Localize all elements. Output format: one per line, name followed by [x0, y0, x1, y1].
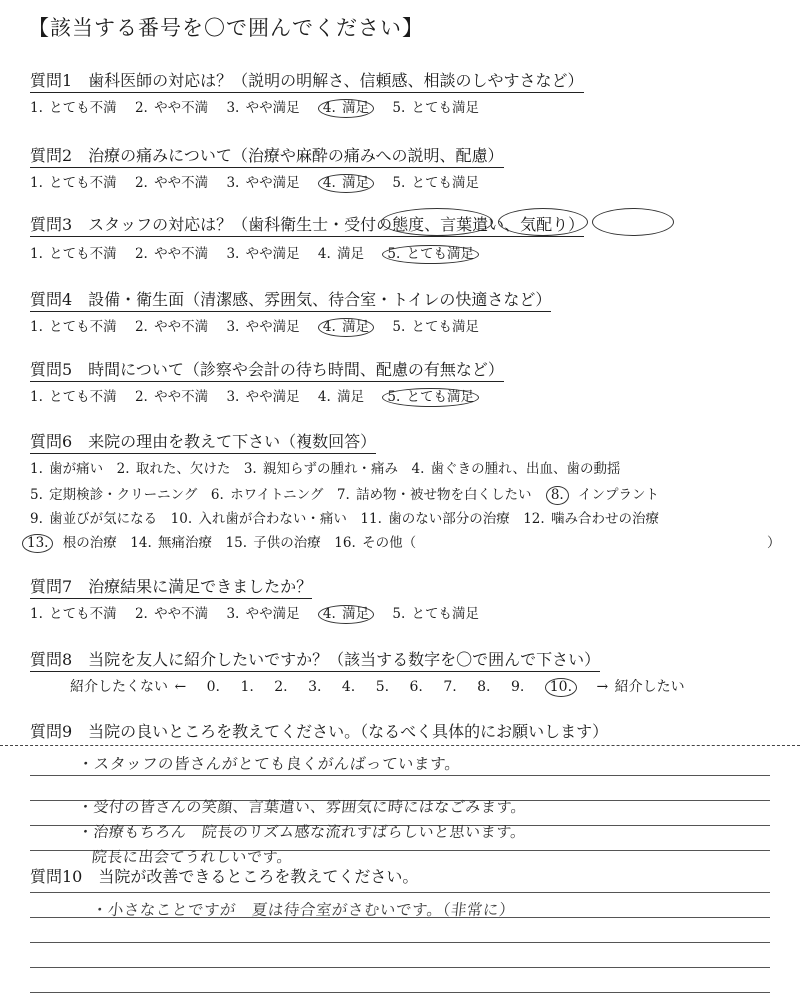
question-3-options: [30, 242, 491, 264]
answer-line: [30, 775, 770, 776]
option-3[interactable]: 3. やや満足: [226, 100, 300, 116]
option-8-selected[interactable]: 8.: [546, 486, 569, 505]
option-2[interactable]: 2. やや不満: [134, 389, 209, 405]
question-4-heading: 質問4 設備・衛生面（清潔感、雰囲気、待合室・トイレの快適さなど）: [30, 287, 551, 312]
question-5-options: [30, 385, 491, 407]
option-2[interactable]: 2. やや不満: [134, 246, 209, 262]
question-6-options-5-7[interactable]: 5. 定期検診・クリーニング 6. ホワイトニング 7. 詰め物・被せ物を白くしたい: [30, 487, 532, 503]
option-1[interactable]: 1. とても不満: [30, 319, 117, 335]
option-13-selected[interactable]: 13.: [22, 534, 53, 553]
handwritten-circle-mark: [498, 208, 588, 236]
option-1[interactable]: 1. とても不満: [30, 100, 117, 116]
option-2[interactable]: 2. やや不満: [134, 175, 209, 191]
scale-value[interactable]: 3.: [308, 679, 322, 695]
scale-value[interactable]: 7.: [443, 679, 457, 695]
handwritten-circle-mark: [381, 208, 493, 236]
option-8-label[interactable]: インプラント: [578, 487, 660, 503]
option-5[interactable]: 5. とても満足: [392, 319, 480, 335]
scale-value[interactable]: 0.: [206, 679, 220, 695]
option-3[interactable]: 3. やや満足: [226, 389, 300, 405]
answer-line: [30, 992, 770, 993]
handwritten-answer-line[interactable]: ・受付の皆さんの笑顔、言葉遣い、雰囲気に時にはなごみます。: [77, 798, 528, 816]
scale-value[interactable]: 6.: [409, 679, 423, 695]
option-4[interactable]: 4. 満足: [317, 246, 365, 262]
option-5[interactable]: 5. とても満足: [392, 606, 480, 622]
option-3[interactable]: 3. やや満足: [226, 606, 300, 622]
scale-value[interactable]: 9.: [510, 679, 525, 695]
scale-value[interactable]: 8.: [477, 679, 491, 695]
question-1-options: [30, 96, 491, 118]
question-2-options: [30, 171, 491, 193]
option-4-selected[interactable]: 4. 満足: [318, 605, 374, 624]
option-3[interactable]: 3. やや満足: [226, 175, 300, 191]
answer-line: [30, 942, 770, 943]
question-6-options-13-16[interactable]: 根の治療 14. 無痛治療 15. 子供の治療 16. その他（ ）: [62, 535, 781, 551]
option-5-selected[interactable]: 5. とても満足: [382, 245, 479, 264]
divider: [0, 745, 800, 746]
question-6-row-2: [30, 483, 659, 505]
option-4-selected[interactable]: 4. 満足: [318, 174, 374, 193]
handwritten-circle-mark: [592, 208, 674, 236]
question-5-heading: 質問5 時間について（診察や会計の待ち時間、配慮の有無など）: [30, 357, 504, 382]
option-1[interactable]: 1. とても不満: [30, 606, 117, 622]
option-3[interactable]: 3. やや満足: [226, 246, 300, 262]
question-3-heading: 質問3 スタッフの対応は？（歯科衛生士・受付の態度、言葉遣い、気配り）: [30, 212, 584, 237]
scale-value[interactable]: 5.: [375, 679, 390, 695]
scale-left-label: 紹介したくない ←: [70, 679, 187, 695]
option-2[interactable]: 2. やや不満: [134, 606, 209, 622]
option-2[interactable]: 2. やや不満: [134, 100, 209, 116]
question-4-options: [30, 315, 491, 337]
option-1[interactable]: 1. とても不満: [30, 389, 117, 405]
answer-line: [30, 967, 770, 968]
question-2-heading: 質問2 治療の痛みについて（治療や麻酔の痛みへの説明、配慮）: [30, 143, 504, 168]
question-6-row-1[interactable]: 1. 歯が痛い 2. 取れた、欠けた 3. 親知らずの腫れ・痛み 4. 歯ぐきの腫れ、出血、歯の動揺: [30, 461, 621, 477]
handwritten-answer-line[interactable]: ・小さなことですが 夏は待合室がさむいです。（非常に）: [90, 901, 516, 919]
scale-right-label: → 紹介したい: [596, 679, 685, 695]
option-4-selected[interactable]: 4. 満足: [318, 99, 374, 118]
question-1-heading: 質問1 歯科医師の対応は？（説明の明解さ、信頼感、相談のしやすさなど）: [30, 68, 584, 93]
option-4[interactable]: 4. 満足: [317, 389, 365, 405]
question-8-scale: [70, 676, 685, 697]
question-6-row-4: [22, 531, 781, 553]
option-3[interactable]: 3. やや満足: [226, 319, 300, 335]
question-9-heading: 質問9 当院の良いところを教えてください。（なるべく具体的にお願いします）: [30, 722, 609, 741]
option-1[interactable]: 1. とても不満: [30, 246, 117, 262]
answer-line: [30, 892, 770, 893]
handwritten-answer-line[interactable]: ・治療もちろん 院長のリズム感な流れすばらしいと思います。: [77, 823, 527, 841]
scale-value-selected[interactable]: 10.: [545, 678, 577, 697]
scale-value[interactable]: 4.: [341, 679, 356, 695]
option-5[interactable]: 5. とても満足: [392, 175, 480, 191]
question-7-options: [30, 602, 491, 624]
scale-value[interactable]: 1.: [240, 679, 254, 695]
question-8-heading: 質問8 当院を友人に紹介したいですか？（該当する数字を〇で囲んで下さい）: [30, 647, 600, 672]
question-10-heading: 質問10 当院が改善できるところを教えてください。: [30, 867, 419, 886]
option-5[interactable]: 5. とても満足: [392, 100, 480, 116]
option-4-selected[interactable]: 4. 満足: [318, 318, 374, 337]
handwritten-answer-line[interactable]: 院長に出会てうれしいです。: [91, 848, 294, 866]
option-1[interactable]: 1. とても不満: [30, 175, 117, 191]
question-6-row-3[interactable]: 9. 歯並びが気になる 10. 入れ歯が合わない・痛い 11. 歯のない部分の治療 12. 噛み合わせの治療: [30, 511, 659, 527]
page-title: 【該当する番号を〇で囲んでください】: [28, 16, 424, 40]
option-2[interactable]: 2. やや不満: [134, 319, 209, 335]
scale-value[interactable]: 2.: [274, 679, 288, 695]
handwritten-answer-line[interactable]: ・スタッフの皆さんがとても良くがんばっています。: [76, 755, 462, 773]
question-7-heading: 質問7 治療結果に満足できましたか？: [30, 574, 312, 599]
option-5-selected[interactable]: 5. とても満足: [382, 388, 479, 407]
question-6-heading: 質問6 来院の理由を教えて下さい（複数回答）: [30, 429, 376, 454]
